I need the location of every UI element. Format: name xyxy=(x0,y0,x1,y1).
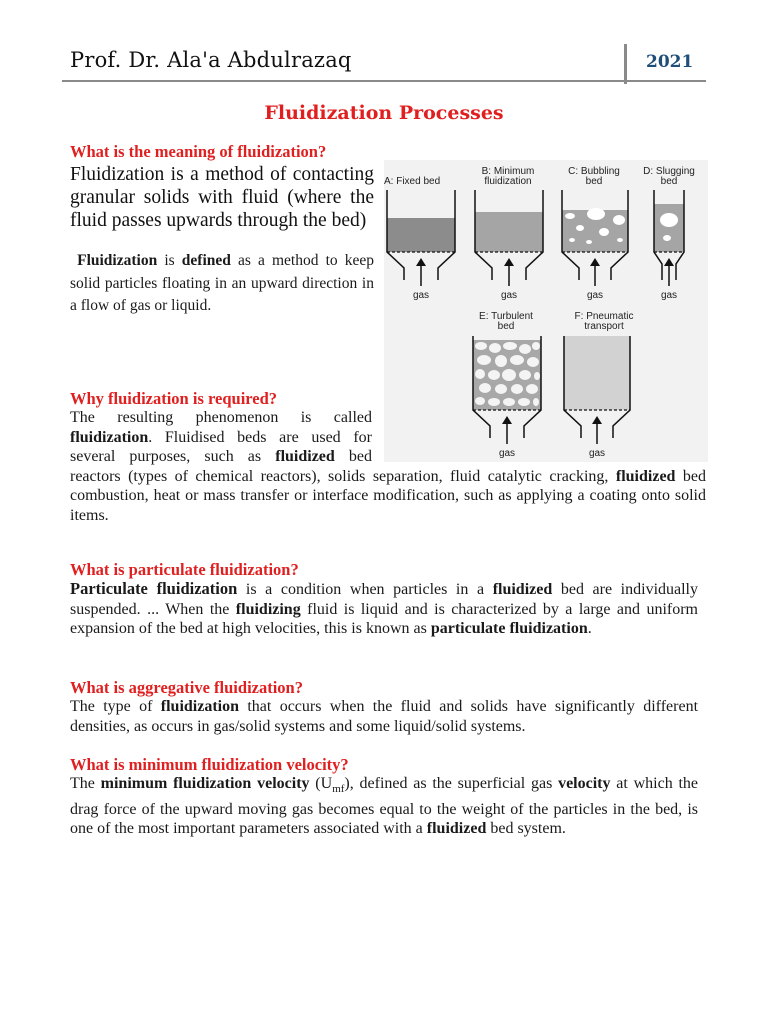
svg-text:gas: gas xyxy=(412,290,430,301)
question-required: Why fluidization is required? xyxy=(70,389,278,408)
meaning-definition: Fluidization is a method of contacting granular solids with fluid (where the fluid passes upwards through the bed) xyxy=(70,164,374,231)
panel-b-label-1: B: Minimum xyxy=(481,166,535,177)
svg-text:gas: gas xyxy=(586,290,604,301)
svg-text:gas: gas xyxy=(660,290,678,301)
question-meaning: What is the meaning of fluidization? xyxy=(70,142,327,161)
panel-b-label-2: fluidization xyxy=(484,176,532,187)
svg-text:gas: gas xyxy=(588,448,606,459)
panel-d-label-1: D: Slugging xyxy=(643,166,695,177)
bold-term: Fluidization xyxy=(77,252,158,269)
question-particulate: What is particulate fluidization? xyxy=(70,560,299,579)
svg-text:gas: gas xyxy=(500,290,518,301)
panel-f-label-1: F: Pneumatic xyxy=(574,311,634,322)
panel-e-label-2: bed xyxy=(497,321,515,332)
panel-c-label-2: bed xyxy=(585,176,603,187)
panel-d-label-2: bed xyxy=(660,176,678,187)
question-minimum-velocity: What is minimum fluidization velocity? xyxy=(70,755,349,774)
panel-e-label-1: E: Turbulent xyxy=(479,311,533,322)
question-aggregative: What is aggregative fluidization? xyxy=(70,678,303,697)
panel-f-label-2: transport xyxy=(584,321,624,332)
particulate-paragraph: Particulate fluidization is a condition when particles in a fluidized bed are individually suspended. ... When the fluidizing fluid is liquid and is characterized by a large and uniform expansion of the bed at high velocities, this is known as particulate fluidization. xyxy=(70,579,699,638)
author-name: Prof. Dr. Ala'a Abdulrazaq xyxy=(70,48,352,72)
header-divider-vertical xyxy=(624,44,627,84)
aggregative-paragraph: The type of fluidization that occurs when the fluid and solids have significantly different densities, as occurs in gas/solid systems and some liquid/solid systems. xyxy=(70,698,699,735)
minimum-velocity-paragraph: The minimum fluidization velocity $(U_{mf})$, defined as the superficial gas velocity at which the drag force of the upward moving gas becomes equal to the weight of the particles in the bed, is one of the most important parameters associated with a fluidized bed system. xyxy=(70,775,699,838)
panel-c-label-1: C: Bubbling xyxy=(568,166,620,177)
page-title: Fluidization Processes xyxy=(264,102,504,124)
bold-term: defined xyxy=(181,252,231,269)
required-paragraph: The resulting phenomenon is called fluidization. Fluidised beds are used for several purposes, such as fluidized bed reactors (types of chemical reactors), solids separation, fluid catalytic cracking, fluidized bed combustion, heat or mass transfer or interface modification, such as applying a coating onto solid items. xyxy=(70,409,706,524)
figure-wrap-float xyxy=(372,408,706,466)
header-year: 2021 xyxy=(646,52,694,72)
header-divider-horizontal xyxy=(62,80,706,82)
meaning-defined-paragraph: Fluidization is defined as a method to keep solid particles floating in an upward direction in a flow of gas or liquid. xyxy=(70,252,375,314)
panel-a-label: A: Fixed bed xyxy=(384,176,441,187)
svg-text:gas: gas xyxy=(498,448,516,459)
